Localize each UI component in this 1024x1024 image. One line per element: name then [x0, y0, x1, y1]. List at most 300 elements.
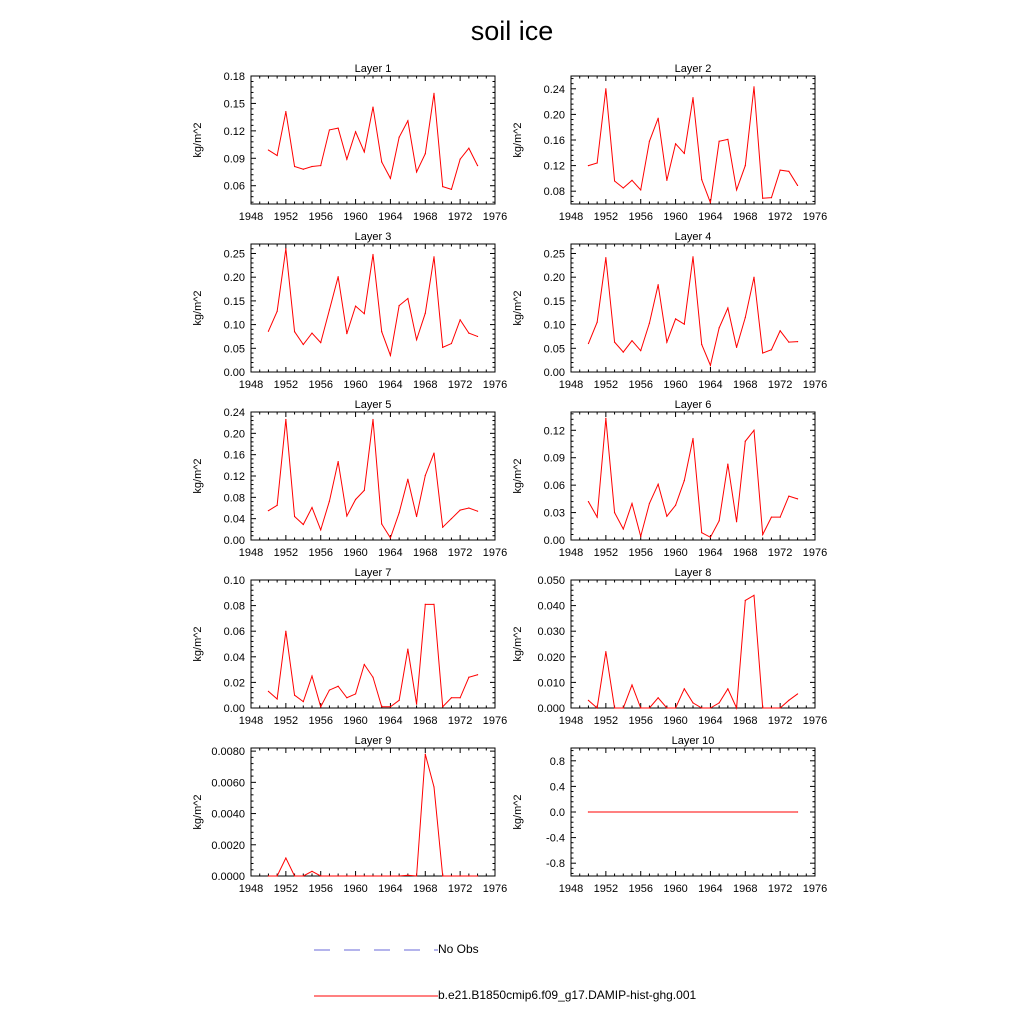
y-tick-label: 0.20	[223, 428, 245, 441]
y-tick-label: 0.000	[537, 703, 565, 715]
data-point	[684, 688, 685, 689]
data-point	[771, 197, 772, 198]
data-point	[372, 677, 373, 678]
data-point	[294, 875, 295, 876]
x-tick-label: 1968	[413, 547, 438, 559]
x-tick-label: 1960	[663, 379, 688, 391]
y-tick-label: 0.05	[223, 343, 245, 356]
y-axis-label: kg/m^2	[512, 794, 524, 830]
data-point	[631, 684, 632, 685]
data-point	[329, 500, 330, 501]
data-point	[442, 186, 443, 187]
x-tick-label: 1952	[593, 547, 619, 559]
y-axis-label: kg/m^2	[512, 290, 524, 326]
data-point	[442, 347, 443, 348]
x-tick-label: 1968	[733, 547, 758, 559]
data-point	[658, 484, 659, 485]
panel-10	[512, 735, 827, 895]
data-point	[451, 343, 452, 344]
data-point	[372, 106, 373, 107]
y-tick-label: -0.8	[546, 858, 565, 871]
data-point	[320, 875, 321, 876]
data-point	[797, 498, 798, 499]
data-point	[788, 496, 789, 497]
y-tick-label: 0.04	[223, 651, 245, 664]
data-point	[433, 786, 434, 787]
data-point	[294, 166, 295, 167]
y-tick-label: 0.12	[223, 471, 245, 483]
x-tick-label: 1948	[238, 883, 264, 895]
x-tick-label: 1956	[628, 715, 653, 727]
x-tick-label: 1968	[733, 715, 758, 727]
data-point	[355, 875, 356, 876]
data-point	[780, 169, 781, 170]
series-line	[588, 87, 797, 203]
data-point	[597, 322, 598, 323]
data-point	[390, 875, 391, 876]
x-tick-label: 1964	[378, 715, 403, 727]
x-tick-label: 1964	[378, 379, 403, 391]
data-point	[311, 507, 312, 508]
x-tick-label: 1972	[447, 379, 473, 391]
x-tick-label: 1960	[663, 547, 688, 559]
data-point	[797, 341, 798, 342]
data-point	[675, 505, 676, 506]
x-tick-label: 1964	[378, 547, 403, 559]
data-point	[329, 689, 330, 690]
x-tick-label: 1948	[558, 547, 584, 559]
x-tick-label: 1956	[628, 547, 653, 559]
x-tick-label: 1952	[593, 379, 619, 391]
data-point	[736, 521, 737, 522]
data-point	[416, 339, 417, 340]
y-tick-label: 0.010	[537, 677, 565, 690]
data-point	[614, 512, 615, 513]
y-tick-label: 0.10	[543, 319, 565, 332]
x-tick-label: 1972	[447, 547, 473, 559]
plot-frame	[571, 244, 815, 372]
data-point	[364, 490, 365, 491]
x-tick-label: 1964	[698, 547, 723, 559]
x-tick-label: 1948	[238, 547, 264, 559]
y-tick-label: 0.0000	[211, 871, 245, 883]
data-point	[666, 516, 667, 517]
data-point	[268, 875, 269, 876]
data-point	[753, 86, 754, 87]
series-line	[588, 257, 797, 366]
data-point	[451, 189, 452, 190]
panel-2	[512, 63, 827, 223]
data-point	[692, 256, 693, 257]
data-point	[311, 333, 312, 334]
data-point	[692, 702, 693, 703]
data-point	[451, 697, 452, 698]
x-tick-label: 1952	[273, 715, 299, 727]
data-point	[762, 198, 763, 199]
plot-frame	[571, 412, 815, 540]
data-point	[468, 507, 469, 508]
y-tick-label: 0.25	[543, 248, 565, 261]
data-point	[780, 330, 781, 331]
x-tick-label: 1956	[308, 547, 333, 559]
data-point	[460, 697, 461, 698]
data-point	[658, 284, 659, 285]
plot-frame	[571, 76, 815, 204]
x-tick-label: 1972	[767, 211, 793, 223]
data-point	[649, 707, 650, 708]
data-point	[460, 510, 461, 511]
x-tick-label: 1952	[593, 883, 619, 895]
data-point	[364, 151, 365, 152]
data-point	[477, 511, 478, 512]
y-tick-label: 0.18	[223, 71, 245, 83]
data-point	[381, 875, 382, 876]
data-point	[320, 165, 321, 166]
x-tick-label: 1948	[238, 379, 264, 391]
data-point	[425, 313, 426, 314]
x-tick-label: 1968	[413, 715, 438, 727]
y-tick-label: 0.020	[537, 651, 565, 664]
data-point	[277, 698, 278, 699]
data-point	[320, 342, 321, 343]
plot-frame	[251, 76, 495, 204]
series-line	[268, 419, 477, 537]
legend-label-obs: No Obs	[438, 942, 479, 956]
data-point	[614, 707, 615, 708]
data-point	[311, 166, 312, 167]
y-tick-label: 0.4	[549, 781, 565, 794]
data-point	[451, 518, 452, 519]
y-tick-label: 0.10	[223, 575, 245, 587]
panel-5	[192, 399, 507, 559]
y-axis-label: kg/m^2	[192, 122, 204, 158]
data-point	[390, 355, 391, 356]
y-tick-label: 0.8	[549, 755, 565, 768]
data-point	[605, 257, 606, 258]
y-axis-label: kg/m^2	[512, 626, 524, 662]
data-point	[771, 349, 772, 350]
panel-3	[192, 231, 507, 391]
legend-label-model: b.e21.B1850cmip6.f09_g17.DAMIP-hist-ghg.001	[438, 988, 697, 1002]
y-tick-label: 0.08	[543, 186, 565, 199]
data-point	[727, 307, 728, 308]
data-point	[364, 664, 365, 665]
data-point	[311, 871, 312, 872]
data-point	[771, 707, 772, 708]
data-point	[433, 256, 434, 257]
y-axis-label: kg/m^2	[192, 458, 204, 494]
data-point	[649, 141, 650, 142]
data-point	[277, 311, 278, 312]
data-point	[727, 464, 728, 465]
x-tick-label: 1960	[343, 547, 368, 559]
chart-main-title: soil ice	[470, 16, 554, 46]
panel-title: Layer 4	[674, 231, 712, 243]
data-point	[666, 180, 667, 181]
data-point	[425, 153, 426, 154]
data-point	[631, 340, 632, 341]
y-axis-label: kg/m^2	[192, 290, 204, 326]
y-tick-label: 0.050	[537, 575, 565, 587]
data-point	[640, 536, 641, 537]
x-tick-label: 1976	[482, 211, 508, 223]
x-tick-label: 1968	[413, 379, 438, 391]
series-line	[268, 93, 477, 189]
data-point	[433, 93, 434, 94]
x-tick-label: 1976	[802, 211, 828, 223]
data-point	[658, 697, 659, 698]
data-point	[372, 254, 373, 255]
data-point	[346, 159, 347, 160]
panel-title: Layer 3	[354, 231, 392, 243]
data-point	[666, 342, 667, 343]
data-point	[442, 875, 443, 876]
data-point	[311, 675, 312, 676]
y-tick-label: 0.0040	[211, 808, 245, 821]
data-point	[268, 510, 269, 511]
data-point	[788, 342, 789, 343]
data-point	[675, 143, 676, 144]
x-tick-label: 1968	[733, 883, 758, 895]
data-point	[701, 344, 702, 345]
y-tick-label: 0.00	[543, 535, 565, 547]
data-point	[614, 342, 615, 343]
data-point	[736, 707, 737, 708]
data-point	[605, 418, 606, 419]
panel-title: Layer 6	[674, 399, 712, 411]
x-tick-label: 1964	[698, 883, 723, 895]
data-point	[399, 875, 400, 876]
y-tick-label: 0.00	[543, 367, 565, 379]
data-point	[303, 524, 304, 525]
data-point	[381, 523, 382, 524]
series-line	[268, 249, 477, 356]
x-tick-label: 1956	[308, 715, 333, 727]
data-point	[477, 165, 478, 166]
data-point	[745, 441, 746, 442]
data-point	[460, 159, 461, 160]
data-point	[433, 452, 434, 453]
x-tick-label: 1964	[698, 379, 723, 391]
y-tick-label: 0.0060	[211, 777, 245, 790]
data-point	[631, 180, 632, 181]
panel-9	[192, 735, 507, 895]
data-point	[285, 111, 286, 112]
data-point	[355, 306, 356, 307]
data-point	[684, 324, 685, 325]
data-point	[605, 88, 606, 89]
data-point	[597, 707, 598, 708]
data-point	[780, 707, 781, 708]
data-point	[285, 857, 286, 858]
data-point	[710, 202, 711, 203]
panel-title: Layer 2	[674, 63, 712, 75]
data-point	[320, 529, 321, 530]
panel-title: Layer 7	[354, 567, 392, 579]
data-point	[745, 317, 746, 318]
data-point	[710, 537, 711, 538]
data-point	[477, 875, 478, 876]
data-point	[425, 604, 426, 605]
y-tick-label: 0.00	[223, 535, 245, 547]
data-point	[390, 178, 391, 179]
y-tick-label: 0.0	[549, 807, 565, 819]
data-point	[468, 677, 469, 678]
data-point	[372, 875, 373, 876]
x-tick-label: 1972	[447, 211, 473, 223]
data-point	[285, 419, 286, 420]
data-point	[329, 309, 330, 310]
data-point	[390, 537, 391, 538]
y-tick-label: 0.06	[543, 480, 565, 493]
data-point	[640, 707, 641, 708]
data-point	[588, 165, 589, 166]
data-point	[797, 693, 798, 694]
y-tick-label: 0.00	[223, 367, 245, 379]
panel-title: Layer 5	[354, 399, 392, 411]
panel-6	[512, 399, 827, 559]
data-point	[719, 327, 720, 328]
x-tick-label: 1956	[628, 211, 653, 223]
x-tick-label: 1964	[378, 211, 403, 223]
x-tick-label: 1968	[733, 211, 758, 223]
data-point	[788, 700, 789, 701]
data-point	[771, 517, 772, 518]
x-tick-label: 1968	[733, 379, 758, 391]
y-tick-label: 0.12	[543, 160, 565, 173]
x-tick-label: 1972	[767, 715, 793, 727]
data-point	[710, 707, 711, 708]
data-point	[460, 319, 461, 320]
data-point	[416, 875, 417, 876]
series-line	[588, 418, 797, 537]
data-point	[346, 515, 347, 516]
y-tick-label: 0.00	[223, 703, 245, 715]
data-point	[623, 528, 624, 529]
y-tick-label: 0.02	[223, 677, 245, 690]
x-tick-label: 1948	[558, 715, 584, 727]
data-point	[666, 707, 667, 708]
data-point	[684, 153, 685, 154]
data-point	[277, 155, 278, 156]
data-point	[390, 706, 391, 707]
data-point	[407, 649, 408, 650]
data-point	[355, 499, 356, 500]
y-tick-label: 0.0020	[211, 839, 245, 852]
x-tick-label: 1948	[238, 211, 264, 223]
x-tick-label: 1972	[447, 883, 473, 895]
data-point	[451, 875, 452, 876]
x-tick-label: 1960	[343, 883, 368, 895]
data-point	[623, 351, 624, 352]
data-point	[355, 131, 356, 132]
x-tick-label: 1972	[447, 715, 473, 727]
data-point	[338, 276, 339, 277]
data-point	[753, 277, 754, 278]
panel-title: Layer 9	[354, 735, 392, 747]
x-tick-label: 1968	[413, 211, 438, 223]
y-tick-label: 0.24	[223, 407, 245, 419]
data-point	[623, 187, 624, 188]
data-point	[416, 516, 417, 517]
plot-frame	[251, 748, 495, 876]
x-tick-label: 1976	[802, 715, 828, 727]
x-tick-label: 1952	[593, 715, 619, 727]
data-point	[762, 707, 763, 708]
panel-title: Layer 8	[674, 567, 712, 579]
data-point	[675, 707, 676, 708]
y-tick-label: 0.040	[537, 600, 565, 613]
x-tick-label: 1972	[767, 547, 793, 559]
data-point	[442, 527, 443, 528]
data-point	[727, 688, 728, 689]
data-point	[303, 701, 304, 702]
data-point	[425, 754, 426, 755]
data-point	[399, 700, 400, 701]
y-tick-label: 0.030	[537, 626, 565, 639]
y-tick-label: 0.15	[223, 295, 245, 308]
data-point	[588, 811, 589, 812]
data-point	[268, 691, 269, 692]
panel-title: Layer 1	[354, 63, 392, 75]
y-axis-label: kg/m^2	[512, 458, 524, 494]
data-point	[675, 318, 676, 319]
series-line	[268, 604, 477, 706]
legend-item-model	[314, 988, 696, 1003]
data-point	[640, 350, 641, 351]
data-point	[719, 520, 720, 521]
x-tick-label: 1964	[698, 715, 723, 727]
data-point	[294, 695, 295, 696]
data-point	[407, 875, 408, 876]
data-point	[468, 148, 469, 149]
data-point	[294, 516, 295, 517]
x-tick-label: 1952	[273, 379, 299, 391]
x-tick-label: 1976	[482, 715, 508, 727]
data-point	[597, 162, 598, 163]
data-point	[433, 604, 434, 605]
data-point	[780, 517, 781, 518]
data-point	[416, 704, 417, 705]
data-point	[320, 706, 321, 707]
x-tick-label: 1960	[343, 211, 368, 223]
data-point	[338, 461, 339, 462]
data-point	[277, 875, 278, 876]
data-point	[268, 149, 269, 150]
x-tick-label: 1948	[558, 379, 584, 391]
y-tick-label: 0.05	[543, 343, 565, 356]
x-tick-label: 1964	[698, 211, 723, 223]
data-point	[399, 512, 400, 513]
data-point	[631, 503, 632, 504]
y-tick-label: -0.4	[546, 832, 565, 845]
x-tick-label: 1952	[273, 883, 299, 895]
y-tick-label: 0.12	[543, 425, 565, 438]
y-tick-label: 0.03	[543, 507, 565, 520]
data-point	[407, 479, 408, 480]
data-point	[364, 875, 365, 876]
x-tick-label: 1976	[802, 379, 828, 391]
data-point	[277, 505, 278, 506]
data-point	[588, 501, 589, 502]
data-point	[285, 248, 286, 249]
data-point	[736, 347, 737, 348]
data-point	[303, 169, 304, 170]
y-tick-label: 0.09	[543, 452, 565, 465]
x-tick-label: 1960	[663, 211, 688, 223]
data-point	[658, 118, 659, 119]
data-point	[649, 503, 650, 504]
